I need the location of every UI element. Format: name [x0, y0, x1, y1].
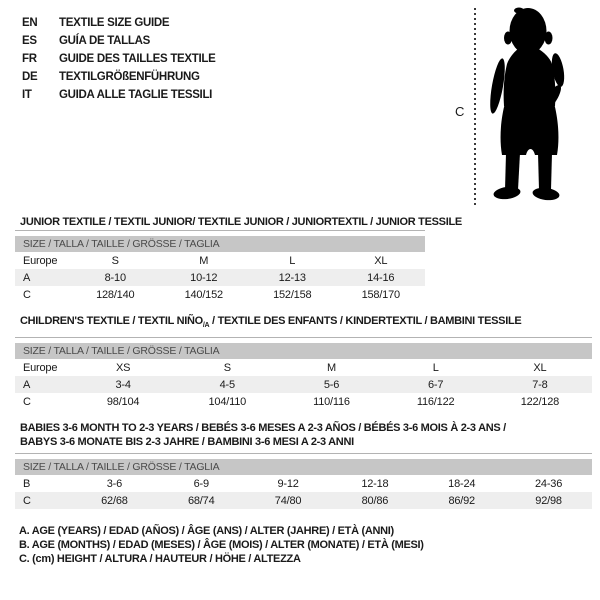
- table-row-age-months: [15, 475, 592, 492]
- table-row-height: [15, 492, 592, 509]
- babies-table-title: [20, 421, 506, 449]
- lang-title: TEXTILE SIZE GUIDE: [59, 17, 170, 29]
- size-header-bar: SIZE / TALLA / TAILLE / GRÖSSE / TAGLIA: [15, 236, 425, 252]
- lang-code: ES: [22, 35, 37, 47]
- value-cell: 3-6: [106, 477, 123, 490]
- children-title-sub: /A: [202, 322, 210, 330]
- value-cell: 116/122: [416, 395, 455, 408]
- table-row-sizes: [15, 359, 592, 376]
- table-row-age: [15, 269, 425, 286]
- babies-table: [15, 475, 592, 509]
- value-cell: 122/128: [520, 395, 560, 408]
- table-row-height: [15, 393, 592, 410]
- value-cell: 128/140: [96, 288, 135, 301]
- lang-title: TEXTILGRÖßENFÜHRUNG: [59, 71, 200, 83]
- value-cell: 5-6: [323, 378, 340, 391]
- value-cell: 8-10: [104, 271, 126, 284]
- value-cell: 152/158: [273, 288, 312, 301]
- size-cell: XL: [374, 254, 388, 267]
- measure-legend: [19, 524, 424, 566]
- children-table: [15, 359, 592, 410]
- table-row-age: [15, 376, 592, 393]
- row-label-cell: B: [23, 477, 31, 490]
- value-cell: 92/98: [535, 494, 562, 507]
- value-cell: 9-12: [277, 477, 299, 490]
- size-cell: S: [111, 254, 119, 267]
- lang-title: GUIDE DES TAILLES TEXTILE: [59, 53, 216, 65]
- babies-size-table: [15, 453, 592, 509]
- table-row-sizes: [15, 252, 425, 269]
- row-label-cell: A: [23, 271, 31, 284]
- height-measure-label: C: [455, 104, 465, 119]
- size-header-bar: SIZE / TALLA / TAILLE / GRÖSSE / TAGLIA: [15, 343, 592, 359]
- size-cell: M: [326, 361, 336, 374]
- lang-title: GUIDA ALLE TAGLIE TESSILI: [59, 89, 213, 101]
- children-title-post: / TEXTILE DES ENFANTS / KINDERTEXTIL / BAMBINI TESSILE: [209, 315, 522, 327]
- legend-line-c: C. (cm) HEIGHT / ALTURA / HAUTEUR / HÖHE / ALTEZZA: [19, 553, 301, 565]
- row-label-cell: C: [23, 288, 31, 301]
- value-cell: 18-24: [448, 477, 476, 490]
- legend-line-b: B. AGE (MONTHS) / EDAD (MESES) / ÂGE (MOIS) / ALTER (MONATE) / ETÀ (MESI): [19, 539, 424, 551]
- value-cell: 6-9: [193, 477, 209, 490]
- babies-title-line2: BABYS 3-6 MONATE BIS 2-3 JAHRE / BAMBINI 3-6 MESI A 2-3 ANNI: [20, 436, 354, 448]
- value-cell: 12-18: [361, 477, 389, 490]
- junior-size-table: [15, 230, 425, 303]
- size-cell: L: [432, 361, 439, 374]
- lang-code: FR: [22, 53, 37, 65]
- value-cell: 4-5: [219, 378, 235, 391]
- table-row-height: [15, 286, 425, 303]
- baby-silhouette-icon: [481, 6, 573, 206]
- lang-row-es: [22, 32, 216, 50]
- value-cell: 86/92: [448, 494, 475, 507]
- region-label-cell: Europe: [23, 361, 58, 374]
- height-measure-dotted-line: [474, 8, 476, 206]
- value-cell: 74/80: [274, 494, 302, 507]
- lang-title: GUÍA DE TALLAS: [59, 35, 150, 47]
- lang-row-en: [22, 14, 216, 32]
- value-cell: 14-16: [367, 271, 395, 284]
- value-cell: 62/68: [101, 494, 128, 507]
- children-table-title: [20, 315, 521, 329]
- value-cell: 98/104: [106, 395, 140, 408]
- region-label-cell: Europe: [23, 254, 58, 267]
- junior-table-title: JUNIOR TEXTILE / TEXTIL JUNIOR/ TEXTILE JUNIOR / JUNIORTEXTIL / JUNIOR TESSILE: [20, 216, 462, 228]
- value-cell: 3-4: [115, 378, 131, 391]
- size-header-bar: SIZE / TALLA / TAILLE / GRÖSSE / TAGLIA: [15, 459, 592, 475]
- size-cell: M: [199, 254, 209, 267]
- value-cell: 6-7: [428, 378, 444, 391]
- value-cell: 68/74: [187, 494, 215, 507]
- size-cell: XL: [533, 361, 547, 374]
- value-cell: 80/86: [361, 494, 389, 507]
- lang-code: DE: [22, 71, 38, 83]
- size-cell: L: [289, 254, 296, 267]
- value-cell: 158/170: [361, 288, 400, 301]
- row-label-cell: C: [23, 494, 31, 507]
- value-cell: 10-12: [190, 271, 218, 284]
- language-title-list: [22, 14, 216, 104]
- value-cell: 140/152: [184, 288, 223, 301]
- size-cell: XS: [115, 361, 131, 374]
- junior-table: [15, 252, 425, 303]
- row-label-cell: C: [23, 395, 31, 408]
- size-cell: S: [223, 361, 231, 374]
- babies-title-line1: BABIES 3-6 MONTH TO 2-3 YEARS / BEBÉS 3-6 MESES A 2-3 AÑOS / BÉBÉS 3-6 MOIS À 2-3 ANS /: [20, 422, 506, 434]
- lang-row-de: [22, 68, 216, 86]
- children-title-pre: CHILDREN'S TEXTILE / TEXTIL NIÑO: [20, 315, 203, 327]
- value-cell: 7-8: [532, 378, 548, 391]
- lang-row-it: [22, 86, 216, 104]
- lang-code: IT: [22, 89, 32, 101]
- value-cell: 24-36: [535, 477, 563, 490]
- children-size-table: [15, 337, 592, 410]
- legend-line-a: A. AGE (YEARS) / EDAD (AÑOS) / ÂGE (ANS) / ALTER (JAHRE) / ETÀ (ANNI): [19, 525, 394, 537]
- value-cell: 110/116: [313, 395, 350, 408]
- value-cell: 12-13: [278, 271, 306, 284]
- row-label-cell: A: [23, 378, 31, 391]
- lang-code: EN: [22, 17, 38, 29]
- lang-row-fr: [22, 50, 216, 68]
- value-cell: 104/110: [208, 395, 247, 408]
